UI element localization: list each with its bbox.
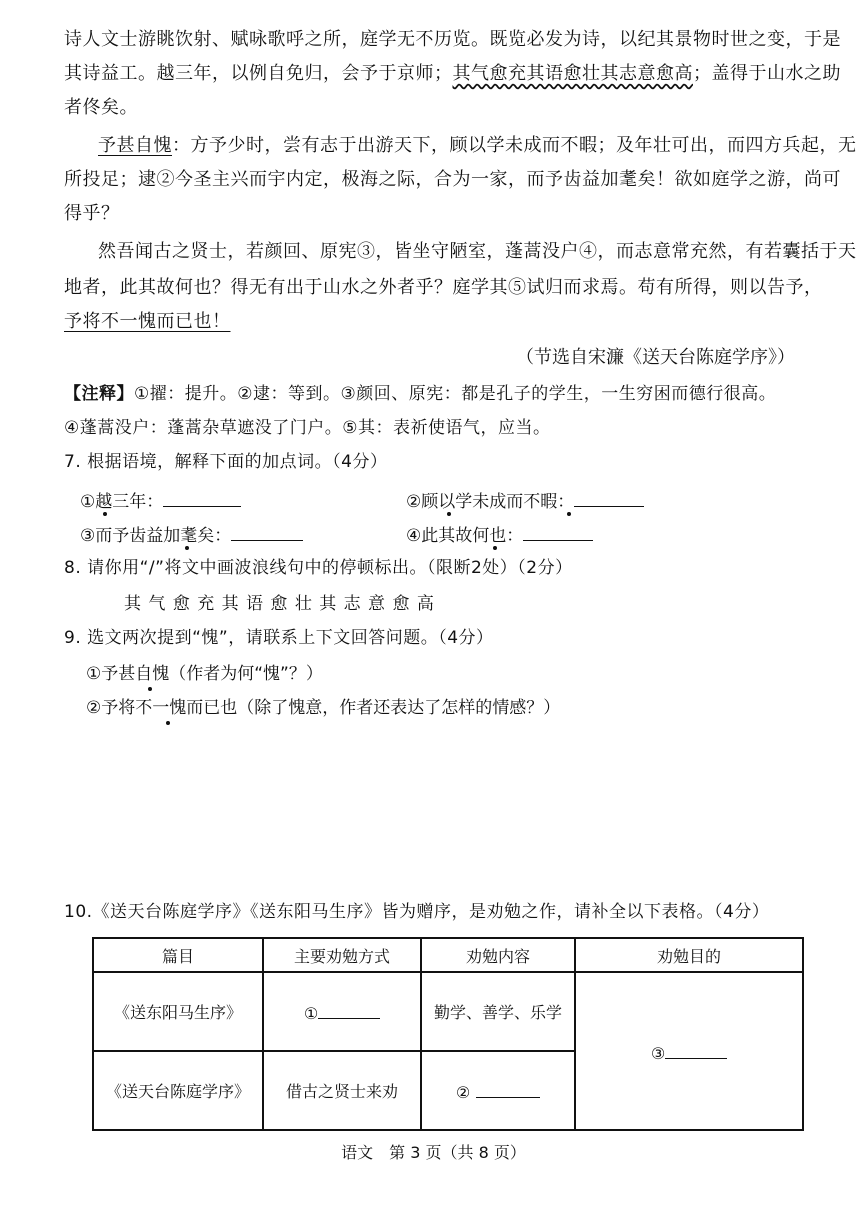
passage-line-3: 者佟矣。 <box>64 97 138 118</box>
row2-title: 《送天台陈庭学序》 <box>93 1051 263 1130</box>
notes-line-2: ④蓬蒿没户：蓬蒿杂草遮没了门户。⑤其：表祈使语气，应当。 <box>64 418 551 438</box>
table-header-row <box>93 938 803 972</box>
row1-title: 《送东阳马生序》 <box>93 972 263 1051</box>
q7-item-2 <box>406 488 644 514</box>
table-row <box>93 972 803 1051</box>
notes-line-1 <box>64 382 776 406</box>
p2-rest: ：方予少时，尝有志于出游天下，顾以学未成而不暇；及年壮可出，而四方兵起，无 <box>172 135 857 156</box>
wavy-sentence: 其气愈充其语愈壮其志意愈高 <box>452 63 693 84</box>
emphasis-dot <box>185 546 189 550</box>
q7-item-3-label: ③而予齿益加耄矣： <box>80 526 232 546</box>
passage-line-5: 所投足；逮②今圣主兴而宇内定，极海之际，合为一家，而予齿益加耄矣！欲如庭学之游，尚可 <box>64 169 841 190</box>
last-sentence: 予将不一愧而已也！ <box>64 311 231 332</box>
q9-sub-2: ②予将不一愧而已也（除了愧意，作者还表达了怎样的情感？） <box>86 698 561 718</box>
row1-method-marker: ① <box>303 1004 319 1023</box>
notes-text-1: ①擢：提升。②逮：等到。③颜回、原宪：都是孔子的学生，一生穷困而德行很高。 <box>134 384 777 404</box>
q7-title: 7. 根据语境，解释下面的加点词。（4分） <box>64 452 388 472</box>
q7-item-2-label: ②顾以学未成而不暇： <box>406 492 575 512</box>
emphasis-dot <box>103 512 107 516</box>
row1-method[interactable] <box>263 972 421 1051</box>
answer-space[interactable] <box>64 730 804 890</box>
blank-2[interactable] <box>476 1079 540 1098</box>
q8-title: 8. 请你用“/”将文中画波浪线句中的停顿标出。（限断2处）（2分） <box>64 558 573 578</box>
passage-line-2-head: 其诗益工。越三年，以例自免归，会予于京师； <box>64 63 453 84</box>
q9-sub-1: ①予甚自愧（作者为何“愧”？） <box>86 664 323 684</box>
emphasis-dot <box>447 512 451 516</box>
emphasis-dot <box>493 546 497 550</box>
ashamed-phrase: 予甚自愧 <box>98 135 172 156</box>
notes-label: 【注释】 <box>64 384 134 404</box>
purpose-cell[interactable] <box>575 972 803 1130</box>
q7-item-4-label: ④此其故何也： <box>406 526 524 546</box>
page-footer: 语文 第 3 页（共 8 页） <box>341 1143 526 1162</box>
q7-item-4 <box>406 522 593 548</box>
blank-3[interactable] <box>665 1040 727 1059</box>
row2-content-marker: ② <box>455 1083 471 1102</box>
header-method: 主要劝勉方式 <box>263 938 421 972</box>
q10-table <box>92 937 804 1131</box>
q7-blank-1[interactable] <box>163 488 241 507</box>
header-content: 劝勉内容 <box>421 938 575 972</box>
emphasis-dot <box>148 687 152 691</box>
header-title: 篇目 <box>93 938 263 972</box>
q10-title: 10.《送天台陈庭学序》《送东阳马生序》皆为赠序，是劝勉之作，请补全以下表格。（4分） <box>64 902 770 922</box>
header-purpose: 劝勉目的 <box>575 938 803 972</box>
passage-paragraph-3-line-1: 然吾闻古之贤士，若颜回、原宪③，皆坐守陋室，蓬蒿没户④，而志意常充然，有若囊括于天 <box>98 241 857 262</box>
q7-item-1-label: ①越三年： <box>80 492 164 512</box>
q7-blank-4[interactable] <box>523 522 593 541</box>
passage-line-2 <box>64 62 841 86</box>
blank-1[interactable] <box>318 1000 380 1019</box>
passage-line-2-tail: ；盖得于山水之助 <box>693 63 841 84</box>
row1-content: 勤学、善学、乐学 <box>421 972 575 1051</box>
emphasis-dot <box>567 512 571 516</box>
emphasis-dot <box>166 721 170 725</box>
q7-blank-3[interactable] <box>231 522 303 541</box>
passage-line-9 <box>64 310 231 334</box>
q7-item-3 <box>80 522 303 548</box>
purpose-marker: ③ <box>650 1043 666 1063</box>
row2-content[interactable] <box>421 1051 575 1130</box>
row2-method: 借古之贤士来劝 <box>263 1051 421 1130</box>
passage-line-6: 得乎？ <box>64 203 120 224</box>
passage-line-8: 地者，此其故何也？得无有出于山水之外者乎？庭学其⑤试归而求焉。苟有所得，则以告予， <box>64 277 823 298</box>
q7-blank-2[interactable] <box>574 488 644 507</box>
passage-line-1: 诗人文士游眺饮射、赋咏歌呼之所，庭学无不历览。既览必发为诗，以纪其景物时世之变，于是 <box>64 29 841 50</box>
q7-item-1 <box>80 488 241 514</box>
q9-title: 9. 选文两次提到“愧”，请联系上下文回答问题。（4分） <box>64 628 494 648</box>
source-citation: （节选自宋濂《送天台陈庭学序》） <box>516 347 795 368</box>
q8-sentence: 其 气 愈 充 其 语 愈 壮 其 志 意 愈 高 <box>124 594 435 614</box>
passage-paragraph-2-line-1 <box>98 134 857 158</box>
